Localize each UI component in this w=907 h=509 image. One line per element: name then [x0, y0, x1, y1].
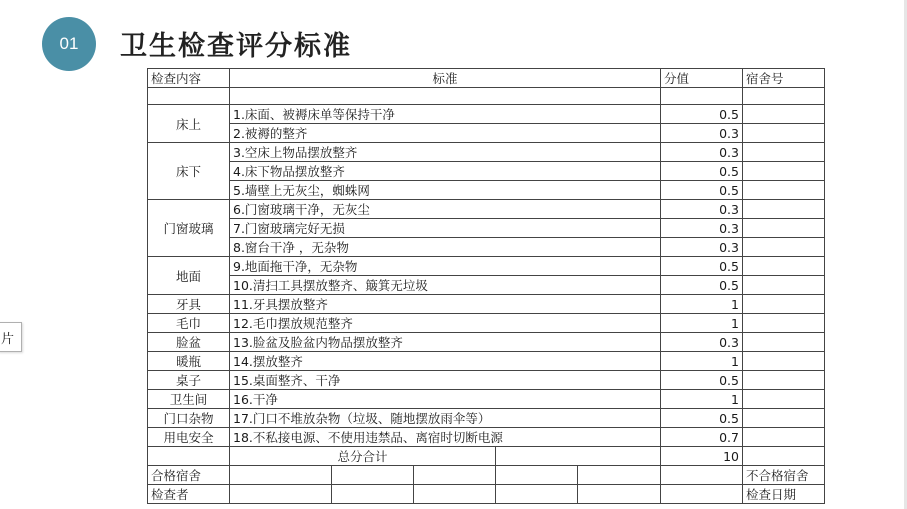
table-row: [148, 257, 825, 276]
category-cell: 地面: [148, 257, 230, 295]
score-cell: 1: [661, 352, 743, 371]
score-cell: 0.3: [661, 219, 743, 238]
score-cell: 0.7: [661, 428, 743, 447]
room-cell[interactable]: [743, 124, 825, 143]
room-cell[interactable]: [743, 409, 825, 428]
category-cell: 床上: [148, 105, 230, 143]
standard-cell: 9.地面拖干净，无杂物: [230, 257, 661, 276]
table-row: [148, 390, 825, 409]
table-row: [148, 276, 825, 295]
empty-cell: [148, 447, 230, 466]
score-cell: 1: [661, 295, 743, 314]
score-cell: 0.5: [661, 371, 743, 390]
score-cell: 0.5: [661, 105, 743, 124]
room-cell[interactable]: [743, 276, 825, 295]
inspector-cell[interactable]: [332, 485, 414, 504]
standard-cell: 7.门窗玻璃完好无损: [230, 219, 661, 238]
category-cell: 牙具: [148, 295, 230, 314]
total-label: 总分合计: [230, 447, 496, 466]
section-number-badge: 01: [42, 17, 96, 71]
header-standard: 标准: [230, 69, 661, 88]
standard-cell: 4.床下物品摆放整齐: [230, 162, 661, 181]
score-cell: 0.5: [661, 276, 743, 295]
table-row: [148, 409, 825, 428]
fail-label: 不合格宿舍: [743, 466, 825, 485]
room-cell[interactable]: [743, 257, 825, 276]
standard-cell: 12.毛巾摆放规范整齐: [230, 314, 661, 333]
standard-cell: 10.清扫工具摆放整齐、簸箕无垃圾: [230, 276, 661, 295]
score-cell: 0.3: [661, 333, 743, 352]
empty-cell: [496, 447, 661, 466]
date-label: 检查日期: [743, 485, 825, 504]
pass-cell[interactable]: [578, 466, 661, 485]
inspector-cell[interactable]: [414, 485, 496, 504]
room-cell[interactable]: [743, 143, 825, 162]
empty-cell: [661, 88, 743, 105]
room-cell[interactable]: [743, 428, 825, 447]
header-item: 检查内容: [148, 69, 230, 88]
table-row: [148, 333, 825, 352]
room-cell[interactable]: [743, 162, 825, 181]
standard-cell: 13.脸盆及脸盆内物品摆放整齐: [230, 333, 661, 352]
table-row: [148, 295, 825, 314]
pass-cell[interactable]: [414, 466, 496, 485]
empty-cell: [743, 88, 825, 105]
category-cell: 毛巾: [148, 314, 230, 333]
category-cell: 门口杂物: [148, 409, 230, 428]
inspector-cell[interactable]: [230, 485, 332, 504]
room-cell[interactable]: [743, 352, 825, 371]
room-cell[interactable]: [743, 390, 825, 409]
category-cell: 用电安全: [148, 428, 230, 447]
category-cell: 脸盆: [148, 333, 230, 352]
score-cell: 1: [661, 390, 743, 409]
score-cell: 1: [661, 314, 743, 333]
table-row: [148, 143, 825, 162]
room-cell[interactable]: [743, 181, 825, 200]
standard-cell: 15.桌面整齐、干净: [230, 371, 661, 390]
category-cell: 暖瓶: [148, 352, 230, 371]
room-cell[interactable]: [743, 333, 825, 352]
room-cell[interactable]: [743, 238, 825, 257]
room-cell[interactable]: [743, 295, 825, 314]
table-row: [148, 314, 825, 333]
standard-cell: 8.窗台干净 ，无杂物: [230, 238, 661, 257]
standard-cell: 16.干净: [230, 390, 661, 409]
header-row: [148, 69, 825, 88]
score-cell: 0.3: [661, 124, 743, 143]
spacer-row: [148, 88, 825, 105]
empty-cell: [230, 88, 661, 105]
room-cell[interactable]: [743, 314, 825, 333]
pass-label: 合格宿舍: [148, 466, 230, 485]
category-cell: 桌子: [148, 371, 230, 390]
inspector-row: [148, 485, 825, 504]
table-row: [148, 105, 825, 124]
page-title: 卫生检查评分标准: [120, 31, 352, 62]
header-room: 宿舍号: [743, 69, 825, 88]
standard-cell: 18.不私接电源、不使用违禁品、离宿时切断电源: [230, 428, 661, 447]
score-cell: 0.5: [661, 181, 743, 200]
standard-cell: 2.被褥的整齐: [230, 124, 661, 143]
table-row: [148, 200, 825, 219]
total-value: 10: [661, 447, 743, 466]
table-row: [148, 371, 825, 390]
standard-cell: 5.墙壁上无灰尘，蜘蛛网: [230, 181, 661, 200]
table-row: [148, 428, 825, 447]
inspection-score-table: [147, 68, 825, 504]
score-cell: 0.5: [661, 162, 743, 181]
standard-cell: 6.门窗玻璃干净，无灰尘: [230, 200, 661, 219]
pass-fail-row: [148, 466, 825, 485]
score-cell: 0.3: [661, 200, 743, 219]
standard-cell: 11.牙具摆放整齐: [230, 295, 661, 314]
category-cell: 床下: [148, 143, 230, 200]
table-row: [148, 124, 825, 143]
side-tab[interactable]: 片: [0, 322, 22, 352]
table-row: [148, 352, 825, 371]
standard-cell: 3.空床上物品摆放整齐: [230, 143, 661, 162]
room-cell[interactable]: [743, 371, 825, 390]
standard-cell: 17.门口不堆放杂物（垃圾、随地摆放雨伞等）: [230, 409, 661, 428]
standard-cell: 1.床面、被褥床单等保持干净: [230, 105, 661, 124]
empty-cell: [148, 88, 230, 105]
category-cell: 门窗玻璃: [148, 200, 230, 257]
inspector-cell[interactable]: [661, 485, 743, 504]
score-cell: 0.3: [661, 143, 743, 162]
score-cell: 0.5: [661, 409, 743, 428]
standard-cell: 14.摆放整齐: [230, 352, 661, 371]
inspector-cell[interactable]: [578, 485, 661, 504]
pass-cell[interactable]: [230, 466, 332, 485]
table-row: [148, 219, 825, 238]
room-cell[interactable]: [743, 105, 825, 124]
inspector-cell[interactable]: [496, 485, 578, 504]
score-cell: 0.5: [661, 257, 743, 276]
empty-cell: [743, 447, 825, 466]
table-row: [148, 162, 825, 181]
pass-cell[interactable]: [661, 466, 743, 485]
header-score: 分值: [661, 69, 743, 88]
pass-cell[interactable]: [496, 466, 578, 485]
category-cell: 卫生间: [148, 390, 230, 409]
table-row: [148, 181, 825, 200]
room-cell[interactable]: [743, 200, 825, 219]
pass-cell[interactable]: [332, 466, 414, 485]
table-row: [148, 238, 825, 257]
room-cell[interactable]: [743, 219, 825, 238]
total-row: [148, 447, 825, 466]
inspector-label: 检查者: [148, 485, 230, 504]
score-cell: 0.3: [661, 238, 743, 257]
